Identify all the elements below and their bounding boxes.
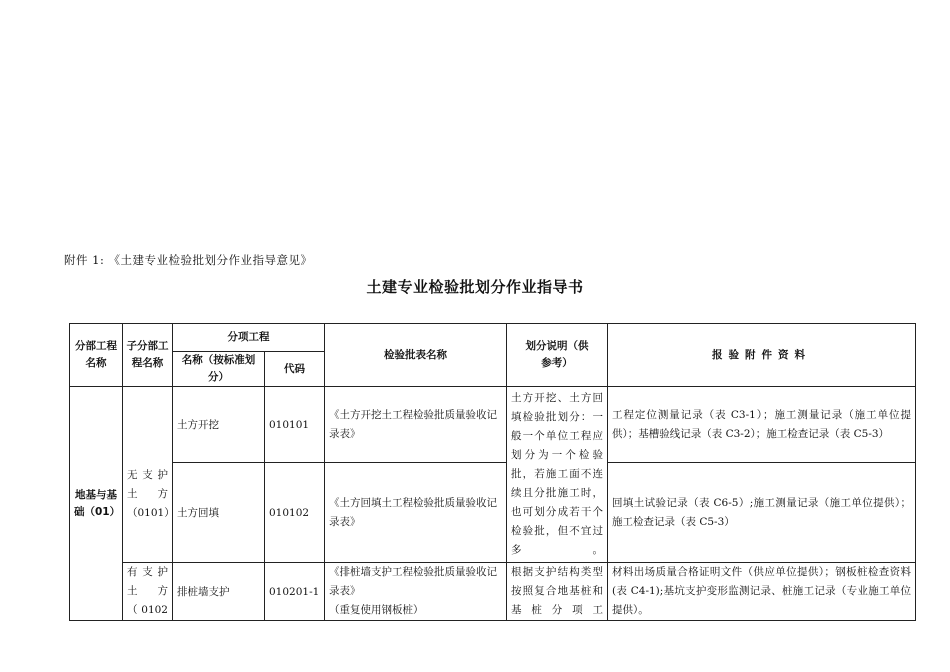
form-name-text: 《排桩墙支护工程检验批质量验收记录表》 [329,566,497,597]
table-row [70,463,916,563]
header-form-name: 检验批表名称 [325,324,507,387]
item-name-cell: 土方回填 [173,463,265,563]
subdivision-name-cell: 有支护土方（0102 [123,563,173,621]
note-cell: 根据支护结构类型按照复合地基桩和基桩分项工 [507,563,608,621]
form-name-note: （重复使用钢板桩） [329,604,424,616]
document-title: 土建专业检验批划分作业指导书 [366,278,584,296]
header-subdivision: 子分部工程名称 [123,324,173,387]
attachments-cell: 回填土试验记录（表 C6-5）;施工测量记录（施工单位提供）；施工检查记录（表 C5-3） [608,463,916,563]
header-item-name: 名称（按标准划分） [173,352,265,387]
item-name-cell: 排桩墙支护 [173,563,265,621]
header-item-group: 分项工程 [173,324,325,352]
header-division: 分部工程名称 [70,324,123,387]
attachment-label: 附件 1: 《土建专业检验批划分作业指导意见》 [64,253,313,267]
table-row [70,387,916,463]
header-note: 划分说明（供参考） [507,324,608,387]
note-cell: 土方开挖、土方回填检验批划分：一般一个单位工程应划分为一个检验批，若施工面不连续且分批施工时，也可划分成若干个检验批，但不宜过多。 [507,387,608,563]
form-name-cell [325,563,507,621]
item-code-cell: 010102 [265,463,325,563]
division-name-cell: 地基与基础（01） [70,387,123,621]
table-row [70,563,916,621]
subdivision-name-cell: 无支护土方（0101） [123,387,173,563]
header-attachments: 报验附件资料 [608,324,916,387]
attachments-cell: 材料出场质量合格证明文件（供应单位提供）；钢板桩检查资料(表 C4-1);基坑支护变形监测记录、桩施工记录（专业施工单位提供）。 [608,563,916,621]
item-code-cell: 010201-1 [265,563,325,621]
form-name-cell: 《土方回填土工程检验批质量验收记录表》 [325,463,507,563]
header-row-1 [70,324,916,352]
item-name-cell: 土方开挖 [173,387,265,463]
inspection-lot-table [69,323,916,621]
header-item-code: 代码 [265,352,325,387]
attachments-cell: 工程定位测量记录（表 C3-1）；施工测量记录（施工单位提供）；基槽验线记录（表 C3-2）；施工检查记录（表 C5-3） [608,387,916,463]
item-code-cell: 010101 [265,387,325,463]
form-name-cell: 《土方开挖土工程检验批质量验收记录表》 [325,387,507,463]
